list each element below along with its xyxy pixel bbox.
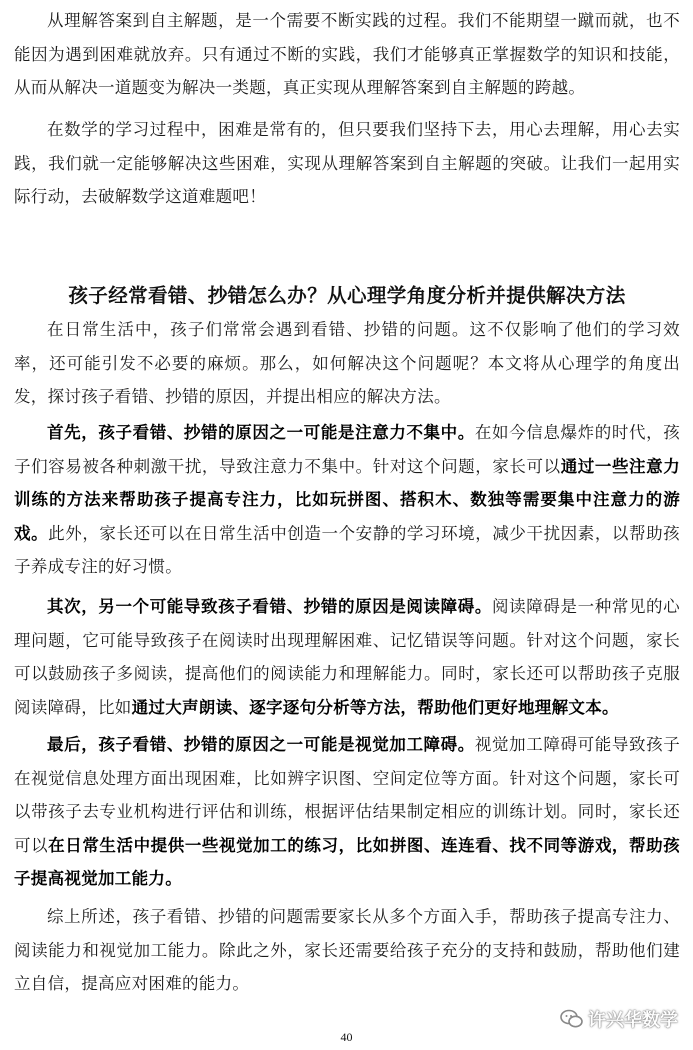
wechat-icon [560, 1008, 584, 1030]
article-paragraph-reading [14, 590, 680, 724]
bold-emphasis: 在日常生活中提供一些视觉加工的练习，比如拼图、连连看、找不同等游戏，帮助孩子提高视觉加工能力。 [14, 835, 680, 888]
article-title: 孩子经常看错、抄错怎么办？从心理学角度分析并提供解决方法 [68, 284, 626, 307]
article-paragraph-summary: 综上所述，孩子看错、抄错的问题需要家长从多个方面入手，帮助孩子提高专注力、阅读能力和视觉加工能力。除此之外，家长还需要给孩子充分的支持和鼓励，帮助他们建立自信，提高应对困难的能力。 [14, 907, 680, 993]
intro-paragraph-1: 从理解答案到自主解题，是一个需要不断实践的过程。我们不能期望一蹴而就，也不能因为遇到困难就放弃。只有通过不断的实践，我们才能够真正掌握数学的知识和技能，从而从解决一道题变为解决一类题，真正实现从理解答案到自主解题的跨越。 [14, 11, 680, 97]
bold-emphasis: 通过一些注意力训练的方法来帮助孩子提高专注力，比如玩拼图、搭积木、数独等需要集中注意力的游戏。 [14, 456, 680, 543]
bold-lead: 首先，孩子看错、抄错的原因之一可能是注意力不集中。 [47, 423, 475, 442]
intro-paragraph-2: 在数学的学习过程中，困难是常有的，但只要我们坚持下去，用心去理解，用心去实践，我们就一定能够解决这些困难，实现从理解答案到自主解题的突破。让我们一起用实际行动，去破解数学这道难题吧！ [14, 120, 680, 206]
body-text: 阅读障碍是一种常见的心理问题，它可能导致孩子在阅读时出现理解困难、记忆错误等问题。针对这个问题，家长可以鼓励孩子多阅读，提高他们的阅读能力和理解能力。同时，家长还可以帮助孩子克服阅读障碍，比如 [14, 597, 680, 717]
bold-lead: 其次，另一个可能导致孩子看错、抄错的原因是阅读障碍。 [47, 597, 493, 616]
watermark-text: 许兴华数学 [588, 1010, 678, 1031]
article-paragraph-visual [14, 728, 680, 896]
bold-lead: 最后，孩子看错、抄错的原因之一可能是视觉加工障碍。 [47, 735, 475, 754]
body-text: 此外，家长还可以在日常生活中创造一个安静的学习环境，减少干扰因素，以帮助孩子养成专注的好习惯。 [14, 523, 680, 576]
bold-emphasis: 通过大声朗读、逐字逐句分析等方法，帮助他们更好地理解文本。 [131, 697, 619, 717]
body-text: 在如今信息爆炸的时代，孩子们容易被各种刺激干扰，导致注意力不集中。针对这个问题，家长可以 [14, 423, 681, 476]
page-number: 40 [340, 1030, 353, 1044]
article-paragraph-intro: 在日常生活中，孩子们常常会遇到看错、抄错的问题。这不仅影响了他们的学习效率，还可能引发不必要的麻烦。那么，如何解决这个问题呢？本文将从心理学的角度出发，探讨孩子看错、抄错的原因，并提出相应的解决方法。 [14, 320, 680, 406]
article-paragraph-attention [14, 416, 680, 584]
body-text: 视觉加工障碍可能导致孩子在视觉信息处理方面出现困难，比如辨字识图、空间定位等方面。针对这个问题，家长可以带孩子去专业机构进行评估和训练，根据评估结果制定相应的训练计划。同时，家长还可以 [14, 735, 681, 855]
